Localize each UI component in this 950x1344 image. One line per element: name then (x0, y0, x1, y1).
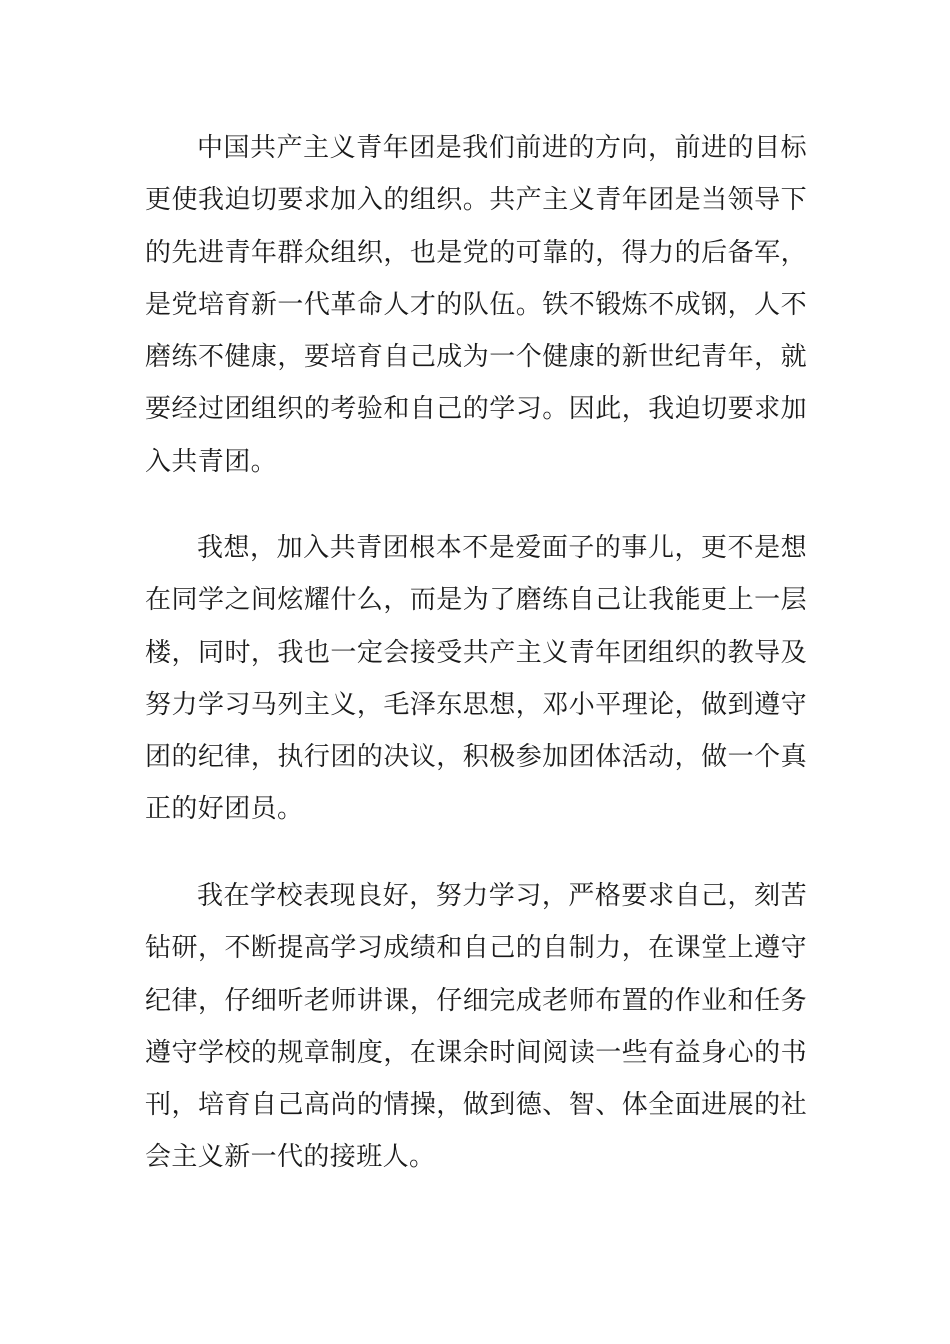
paragraph-3: 我在学校表现良好，努力学习，严格要求自己，刻苦钻研，不断提高学习成绩和自己的自制力，在课堂上遵守纪律，仔细听老师讲课，仔细完成老师布置的作业和任务遵守学校的规章制度，在课余时间阅读一些有益身心的书刊，培育自己高尚的情操，做到德、智、体全面进展的社会主义新一代的接班人。 (145, 881, 807, 1173)
paragraph-1: 中国共产主义青年团是我们前进的方向，前进的目标更使我迫切要求加入的组织。共产主义青年团是当领导下的先进青年群众组织，也是党的可靠的，得力的后备军，是党培育新一代革命人才的队伍。铁不锻炼不成钢，人不磨练不健康，要培育自己成为一个健康的新世纪青年，就要经过团组织的考验和自己的学习。因此，我迫切要求加入共青团。 (145, 133, 807, 477)
paragraph-2: 我想，加入共青团根本不是爱面子的事儿，更不是想在同学之间炫耀什么，而是为了磨练自己让我能更上一层楼，同时，我也一定会接受共产主义青年团组织的教导及努力学习马列主义，毛泽东思想，邓小平理论，做到遵守团的纪律，执行团的决议，积极参加团体活动，做一个真正的好团员。 (145, 533, 807, 825)
